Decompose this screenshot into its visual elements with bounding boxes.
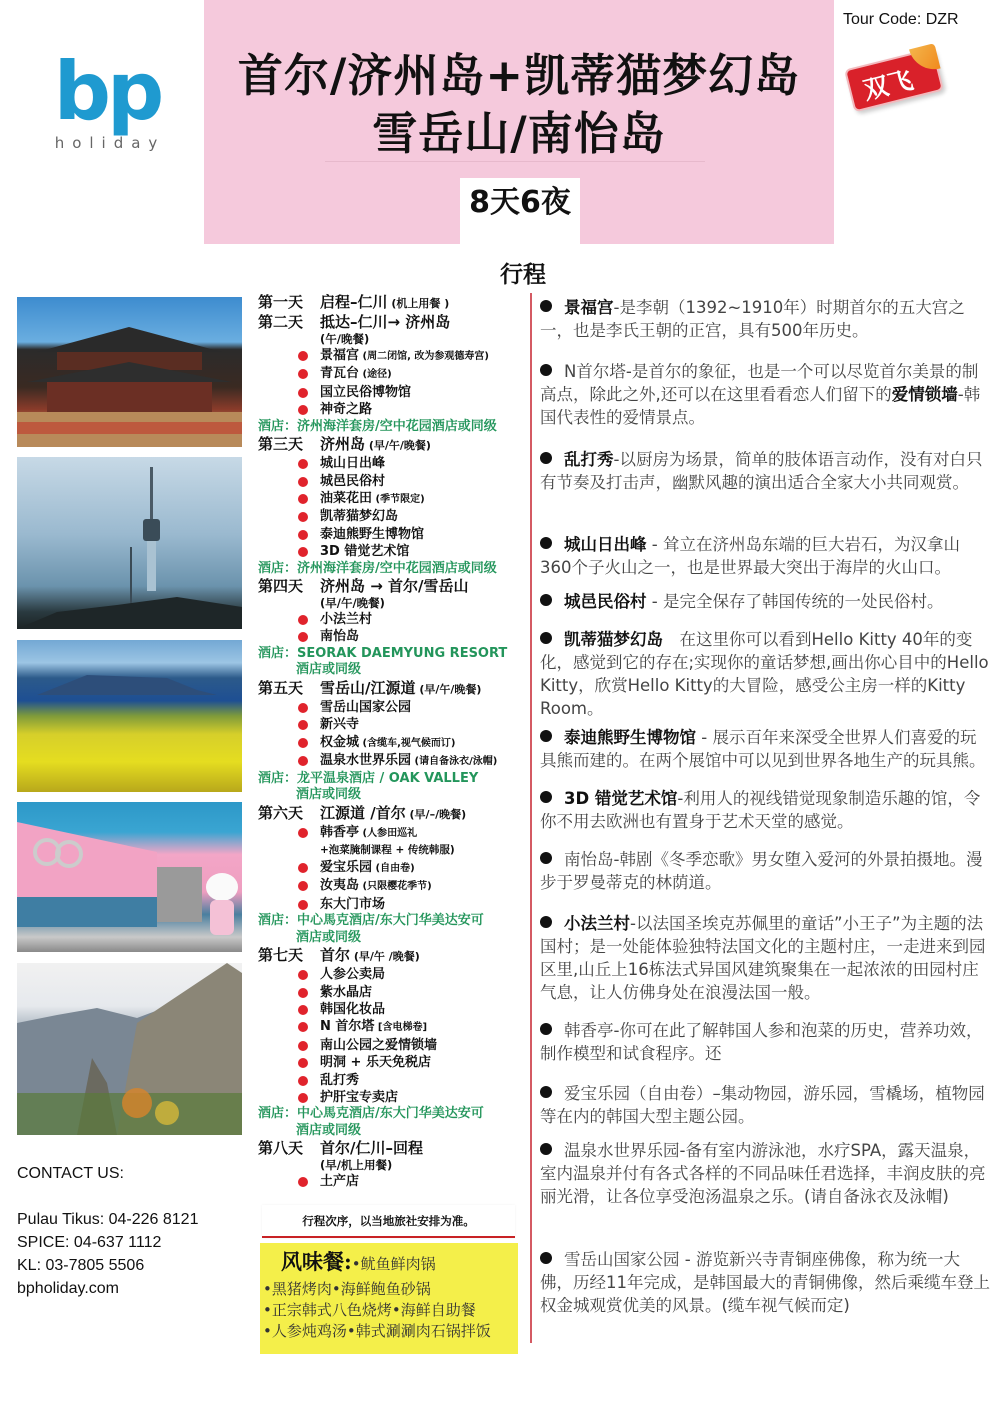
desc-petite-france: 小法兰村-以法国圣埃克苏佩里的童话”小王子”为主题的法国村；是一处能体验独特法国文化的主题村庄，一走进来到园区里,山丘上16栋法式异国风建筑聚集在一起浓浓的田园村庄气息，让人仿佛身处在浪漫法国一般。 — [540, 914, 986, 1002]
bullet-dot-icon — [298, 738, 308, 748]
desc-3d-illusion-museum: 3D 错觉艺术馆-利用人的视线错觉现象制造乐趣的馆，令你不用去欧洲也有置身于艺术天堂的感觉。 — [540, 789, 981, 831]
sticker-curl-icon — [909, 43, 941, 75]
list-item: 新兴寺 — [258, 716, 523, 733]
day-8-header: 第八天 首尔/仁川–回程 — [258, 1139, 423, 1158]
photo-seoraksan-mountain — [17, 963, 242, 1135]
contact-title: CONTACT US: — [17, 1165, 124, 1182]
desc-hot-spring-waterpark: 温泉水世界乐园-备有室内游泳池，水疗SPA，露天温泉，室内温泉并付有各式各样的不同品味任君选择，丰润皮肤的亮丽光滑，让各位享受泡汤温泉之乐。(请自备泳衣及泳帽) — [540, 1141, 986, 1206]
bullet-dot-icon — [298, 547, 308, 557]
island-illustration — [17, 640, 242, 792]
bullet-icon — [540, 916, 552, 928]
day-3-header: 第三天 济州岛 (早/午/晚餐) — [258, 435, 431, 454]
desc-nanta-show: 乱打秀-以厨房为场景，简单的肢体语言动作，没有对白只有节奏及打击声，幽默风趣的演出适合全家大小共同观赏。 — [540, 450, 983, 492]
bullet-dot-icon — [298, 1076, 308, 1086]
tour-code: Tour Code: DZR — [843, 11, 959, 28]
list-item: 权金城 (含缆车,视气候而订) — [258, 734, 523, 752]
specialty-meals-title: 风味餐:•鱿鱼鲜肉锅 — [281, 1249, 436, 1274]
contact-pulau-tikus: Pulau Tikus: 04-226 8121 — [17, 1211, 199, 1228]
day-2-header: 第二天 抵达–仁川→ 济州岛 — [258, 313, 451, 331]
list-item: 神奇之路 — [258, 401, 523, 418]
bullet-dot-icon — [298, 863, 308, 873]
badge-text: 双飞 — [860, 64, 916, 106]
day-1-header: 第一天 启程–仁川 (机上用餐 ) — [258, 293, 450, 311]
bullet-dot-icon — [298, 530, 308, 540]
bullet-dot-icon — [298, 1177, 308, 1187]
day-4-meals: (早/午/晚餐) — [320, 596, 385, 611]
bullet-dot-icon — [298, 828, 308, 838]
list-item: 城山日出峰 — [258, 455, 523, 472]
itinerary-list — [258, 293, 523, 1191]
list-item: 人参公卖局 — [258, 966, 523, 983]
bullet-dot-icon — [298, 369, 308, 379]
list-item: 韩国化妆品 — [258, 1001, 523, 1018]
day-2-hotel: 酒店：济州海洋套房/空中花园酒店或同级 — [258, 418, 497, 434]
list-item: 温泉水世界乐园 (请自备泳衣/泳帽) — [258, 752, 523, 770]
day-4-hotel-cont: 酒店或同级 — [296, 662, 362, 678]
bullet-dot-icon — [298, 703, 308, 713]
bullet-dot-icon — [298, 351, 308, 361]
bullet-icon — [540, 791, 552, 803]
desc-seongsan-ilchulbong: 城山日出峰 - 耸立在济州岛东端的巨大岩石，为汉拿山360个子火山之一，也是世界最大突出于海岸的火山口。 — [540, 535, 960, 577]
logo-mark: bp — [53, 45, 161, 138]
list-item: 南山公园之爱情锁墙 — [258, 1037, 523, 1054]
list-item: 城邑民俗村 — [258, 473, 523, 490]
bullet-icon — [540, 300, 552, 312]
photo-hello-kitty-island — [17, 802, 242, 952]
bullet-icon — [540, 594, 552, 606]
day-6-hotel: 酒店：中心馬克酒店/东大门华美达安可 — [258, 913, 484, 929]
bullet-dot-icon — [298, 1093, 308, 1103]
double-flight-badge — [844, 48, 944, 113]
list-item: N 首尔塔 [含电梯卷] — [258, 1018, 523, 1036]
desc-n-seoul-tower: N首尔塔-是首尔的象征，也是一个可以尽览首尔美景的制高点，除此之外,还可以在这里看看恋人们留下的爱情锁墙-韩国代表性的爱情景点。 — [540, 362, 981, 427]
list-item: 紫水晶店 — [258, 984, 523, 1001]
bullet-dot-icon — [298, 881, 308, 891]
bullet-dot-icon — [298, 477, 308, 487]
list-item: 泰迪熊野生博物馆 — [258, 526, 523, 543]
photo-n-seoul-tower — [17, 457, 242, 629]
desc-gyeongbokgung: 景福宫-是李朝（1392~1910年）时期首尔的五大宫之一，也是李氏王朝的正宫，具有500年历史。 — [540, 298, 965, 340]
bullet-dot-icon — [298, 388, 308, 398]
food-line: •人参炖鸡汤•韩式涮涮肉石锅拌饭 — [263, 1322, 491, 1340]
bullet-dot-icon — [298, 720, 308, 730]
bullet-icon — [540, 1143, 552, 1155]
day-7-hotel-cont: 酒店或同级 — [296, 1122, 362, 1138]
list-item: 韩香亭 (人参田巡礼 — [258, 824, 523, 842]
tower-illustration — [17, 457, 242, 629]
desc-teddy-bear-museum: 泰迪熊野生博物馆 - 展示百年来深受全世界人们喜爱的玩具熊而建的。在两个展馆中可以见到世界各地生产的玩具熊。 — [540, 728, 986, 770]
bullet-dot-icon — [298, 1022, 308, 1032]
day-2-meals: (午/晚餐) — [320, 332, 370, 346]
list-item: 明洞 + 乐天免税店 — [258, 1054, 523, 1071]
list-item: 汝夷岛 (只限樱花季节) — [258, 877, 523, 895]
photo-gyeongbokgung-palace — [17, 297, 242, 447]
desc-seoraksan-park: 雪岳山国家公园 - 游览新兴寺青铜座佛像，称为统一大佛，历经11年完成，是韩国最大的青铜佛像，然后乘缆车登上权金城观赏优美的风景。(缆车视气候而定) — [540, 1250, 990, 1315]
day-6-header: 第六天 江源道 /首尔 (早/–/晚餐) — [258, 803, 467, 822]
list-item: 爱宝乐园 (自由卷) — [258, 859, 523, 877]
tour-title-line1: 首尔/济州岛+凯蒂猫梦幻岛 — [237, 49, 801, 102]
bullet-icon — [540, 1252, 552, 1264]
bullet-dot-icon — [298, 1005, 308, 1015]
itinerary-heading: 行程 — [500, 262, 546, 288]
contact-spice: SPICE: 04-637 1112 — [17, 1234, 162, 1251]
list-item: 乱打秀 — [258, 1072, 523, 1089]
food-line: •正宗韩式八色烧烤•海鲜自助餐 — [263, 1301, 476, 1319]
bullet-icon — [540, 1023, 552, 1035]
day-3-hotel: 酒店：济州海洋套房/空中花园酒店或同级 — [258, 560, 497, 576]
list-item: 青瓦台 (途径) — [258, 365, 523, 383]
bullet-dot-icon — [298, 900, 308, 910]
duration-label: 8天6夜 — [460, 178, 580, 244]
bullet-dot-icon — [298, 459, 308, 469]
bullet-dot-icon — [298, 988, 308, 998]
tour-title-line2: 雪岳山/南怡岛 — [372, 107, 666, 160]
bullet-icon — [540, 537, 552, 549]
list-item: 土产店 — [258, 1173, 523, 1190]
mountain-illustration — [17, 963, 242, 1135]
bullet-icon — [540, 1086, 552, 1098]
bullet-icon — [540, 452, 552, 464]
desc-nami-island: 南怡岛-韩剧《冬季恋歌》男女堕入爱河的外景拍摄地。漫步于罗曼蒂克的林荫道。 — [540, 850, 983, 892]
specialty-meals-box — [260, 1243, 518, 1354]
bullet-dot-icon — [298, 494, 308, 504]
desc-everland: 爱宝乐园（自由卷）–集动物园，游乐园，雪橇场，植物园等在内的韩国大型主题公园。 — [540, 1084, 985, 1126]
bullet-icon — [540, 852, 552, 864]
day-7-header: 第七天 首尔 (早/午 /晚餐) — [258, 946, 420, 965]
bullet-icon — [540, 364, 552, 376]
list-item: 雪岳山国家公园 — [258, 699, 523, 716]
list-item: 东大门市场 — [258, 896, 523, 913]
day-5-hotel: 酒店：龙平温泉酒店 / OAK VALLEY — [258, 770, 479, 786]
contact-kl: KL: 03-7805 5506 — [17, 1257, 145, 1274]
bullet-dot-icon — [298, 1041, 308, 1051]
list-item: 凯蒂猫梦幻岛 — [258, 508, 523, 525]
list-item: 国立民俗博物馆 — [258, 384, 523, 401]
bp-holiday-logo[interactable] — [48, 45, 166, 152]
day-7-hotel: 酒店：中心馬克酒店/东大门华美达安可 — [258, 1106, 484, 1122]
bullet-icon — [540, 730, 552, 742]
bullet-dot-icon — [298, 970, 308, 980]
bullet-dot-icon — [298, 512, 308, 522]
column-divider — [530, 293, 532, 1343]
contact-section — [17, 1162, 198, 1300]
list-item: 小法兰村 — [258, 611, 523, 628]
desc-seongeup-folk-village: 城邑民俗村 - 是完全保存了韩国传统的一处民俗村。 — [540, 590, 990, 613]
list-item: 3D 错觉艺术馆 — [258, 543, 523, 560]
bullet-dot-icon — [298, 405, 308, 415]
list-item: 油菜花田 (季节限定) — [258, 490, 523, 508]
bullet-dot-icon — [298, 756, 308, 766]
list-item: 护肝宝专卖店 — [258, 1089, 523, 1106]
title-divider — [325, 161, 705, 162]
desc-hello-kitty-island: 凯蒂猫梦幻岛 在这里你可以看到Hello Kitty 40年的变化，感觉到它的存在;实现你的童话梦想,画出你心目中的Hello Kitty，欣赏Hello Kitty的大冒险，感受公主房一样的Kitty Room。 — [540, 630, 989, 718]
day-5-header: 第五天 雪岳山/江源道 (早/午/晚餐) — [258, 678, 482, 697]
list-item: 景福宫 (周二闭馆, 改为参观德寿宫) — [258, 347, 523, 365]
list-item-continuation: +泡菜腌制课程 + 传统韩服) — [320, 843, 455, 856]
bullet-dot-icon — [298, 615, 308, 625]
bullet-dot-icon — [298, 1058, 308, 1068]
food-line: •黑猪烤肉•海鲜鲍鱼砂锅 — [263, 1280, 431, 1298]
day-4-header: 第四天 济州岛 → 首尔/雪岳山 — [258, 577, 469, 596]
palace-illustration — [17, 297, 242, 447]
day-6-hotel-cont: 酒店或同级 — [296, 929, 362, 945]
contact-website-link[interactable]: bpholiday.com — [17, 1280, 119, 1297]
itinerary-notice: 行程次序，以当地旅社安排为准。 — [262, 1205, 515, 1238]
bullet-dot-icon — [298, 632, 308, 642]
day-4-hotel: 酒店：SEORAK DAEMYUNG RESORT — [258, 645, 508, 661]
list-item: 南怡岛 — [258, 628, 523, 645]
desc-hanhyangjeong: 韩香亭-你可在此了解韩国人参和泡菜的历史，营养功效，制作模型和试食程序。还 — [540, 1021, 983, 1063]
day-8-meals: (早/机上用餐) — [320, 1158, 393, 1173]
photo-jeju-canola-field — [17, 640, 242, 792]
day-5-hotel-cont: 酒店或同级 — [296, 787, 362, 802]
logo-wordmark: holiday — [54, 134, 166, 152]
bullet-icon — [540, 632, 552, 644]
kitty-building-illustration — [17, 802, 242, 952]
